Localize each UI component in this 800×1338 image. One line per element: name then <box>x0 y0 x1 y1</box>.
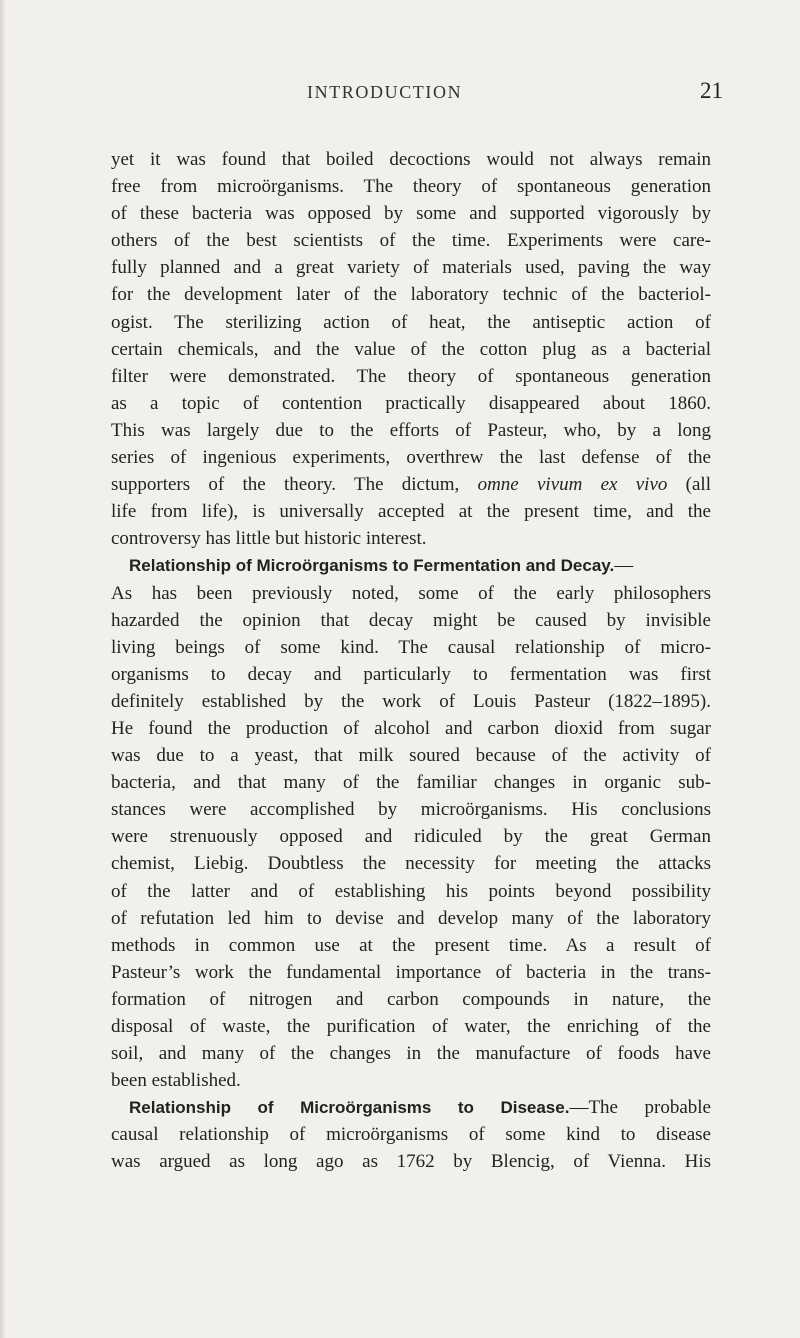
heading-rest: —The probable <box>569 1097 711 1119</box>
latin-dictum: omne vivum ex vivo <box>477 474 668 496</box>
text-line: definitely established by the work of Louis Pasteur (1822–1895). <box>111 690 711 712</box>
text-line: filter were demonstrated. The theory of spontaneous generation <box>111 365 711 387</box>
section-heading-line <box>111 1094 711 1121</box>
text-line: Pasteur’s work the fundamental importance of bacteria in the trans- <box>111 961 711 983</box>
text-line: life from life), is universally accepted at the present time, and the <box>111 501 711 523</box>
text-line: of these bacteria was opposed by some and supported vigorously by <box>111 203 711 225</box>
text-line: as a topic of contention practically disappeared about 1860. <box>111 392 711 414</box>
text-line: ogist. The sterilizing action of heat, the antiseptic action of <box>111 311 711 333</box>
text-line: He found the production of alcohol and carbon dioxid from sugar <box>111 717 711 739</box>
text-line: been established. <box>111 1070 241 1092</box>
section-heading-line <box>111 552 711 579</box>
text-line: stances were accomplished by microörganisms. His conclusions <box>111 799 711 821</box>
text-line: series of ingenious experiments, overthrew the last defense of the <box>111 447 711 469</box>
heading-dash: — <box>614 555 634 577</box>
text-line: soil, and many of the changes in the manufacture of foods have <box>111 1043 711 1065</box>
text-line: for the development later of the laboratory technic of the bacteriol- <box>111 284 711 306</box>
text-line: of refutation led him to devise and develop many of the laboratory <box>111 907 711 929</box>
page-number: 21 <box>700 78 723 103</box>
text-span: (all <box>667 474 711 496</box>
text-line: others of the best scientists of the time. Experiments were care- <box>111 230 711 252</box>
text-line: As has been previously noted, some of the early philosophers <box>111 582 711 604</box>
text-line: fully planned and a great variety of materials used, paving the way <box>111 257 711 279</box>
text-span: supporters of the theory. The dictum, <box>111 474 478 496</box>
text-line <box>111 471 711 498</box>
text-line: was due to a yeast, that milk soured because of the activity of <box>111 745 711 767</box>
text-line: was argued as long ago as 1762 by Blencig, of Vienna. His <box>111 1151 711 1173</box>
page-binding-edge <box>0 0 6 1338</box>
text-line: hazarded the opinion that decay might be caused by invisible <box>111 609 711 631</box>
text-line: organisms to decay and particularly to fermentation was first <box>111 663 711 685</box>
text-line: bacteria, and that many of the familiar changes in organic sub- <box>111 772 711 794</box>
text-line: This was largely due to the efforts of Pasteur, who, by a long <box>111 419 711 441</box>
section-heading-disease: Relationship of Microörganisms to Disease. <box>129 1098 570 1118</box>
text-line: disposal of waste, the purification of water, the enriching of the <box>111 1016 711 1037</box>
text-line: chemist, Liebig. Doubtless the necessity for meeting the attacks <box>111 853 711 875</box>
text-line: free from microörganisms. The theory of spontaneous generation <box>111 176 711 198</box>
text-line: methods in common use at the present time. As a result of <box>111 934 711 956</box>
text-line: yet it was found that boiled decoctions would not always remain <box>111 149 711 170</box>
text-line: certain chemicals, and the value of the cotton plug as a bacterial <box>111 338 711 360</box>
text-line: of the latter and of establishing his points beyond possibility <box>111 880 711 902</box>
text-line: living beings of some kind. The causal relationship of micro- <box>111 636 711 658</box>
text-line: were strenuously opposed and ridiculed by the great German <box>111 826 711 848</box>
text-line: controversy has little but historic interest. <box>111 528 427 550</box>
text-line: formation of nitrogen and carbon compounds in nature, the <box>111 988 711 1010</box>
running-head: INTRODUCTION <box>307 82 463 102</box>
section-heading-fermentation: Relationship of Microörganisms to Fermentation and Decay. <box>129 556 615 576</box>
text-line: causal relationship of microörganisms of some kind to disease <box>111 1124 711 1146</box>
body-text <box>111 146 711 1176</box>
